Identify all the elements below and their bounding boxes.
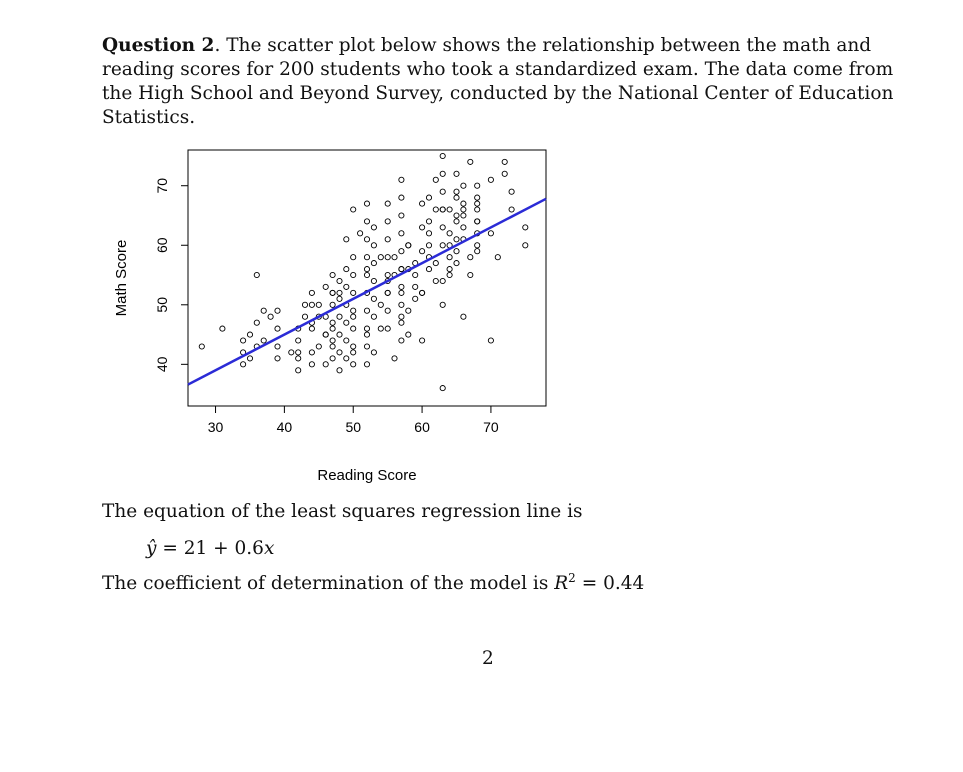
data-point <box>440 278 445 283</box>
data-point <box>364 237 369 242</box>
data-point <box>468 255 473 260</box>
question-paragraph <box>102 34 902 130</box>
question-text: . The scatter plot below shows the relationship between the math and reading scores for 200 students who took a standardized exam. The data come from the High School and Beyond Survey, conducted by the National Center of Education Statistics. <box>102 35 894 128</box>
data-point <box>344 320 349 325</box>
data-point <box>371 225 376 230</box>
data-point <box>399 302 404 307</box>
data-point <box>296 368 301 373</box>
data-point <box>440 189 445 194</box>
data-point <box>399 284 404 289</box>
data-point <box>426 267 431 272</box>
x-tick-label: 70 <box>483 419 499 435</box>
data-point <box>351 362 356 367</box>
data-point <box>261 338 266 343</box>
data-point <box>461 201 466 206</box>
data-point <box>385 272 390 277</box>
data-point <box>330 290 335 295</box>
data-point <box>371 296 376 301</box>
data-point <box>433 261 438 266</box>
y-tick-label: 60 <box>154 237 170 254</box>
data-point <box>447 207 452 212</box>
data-point <box>495 255 500 260</box>
data-point <box>385 308 390 313</box>
data-point <box>275 326 280 331</box>
data-point <box>364 326 369 331</box>
x-axis-label: Reading Score <box>317 467 417 484</box>
data-point <box>364 201 369 206</box>
points-layer <box>199 153 528 390</box>
data-point <box>364 255 369 260</box>
data-point <box>330 320 335 325</box>
data-point <box>385 290 390 295</box>
data-point <box>364 219 369 224</box>
data-point <box>316 344 321 349</box>
data-point <box>337 332 342 337</box>
data-point <box>433 278 438 283</box>
data-point <box>351 272 356 277</box>
data-point <box>509 207 514 212</box>
data-point <box>275 344 280 349</box>
data-point <box>454 237 459 242</box>
r2-exponent: 2 <box>568 570 576 585</box>
data-point <box>364 272 369 277</box>
x-tick-label: 40 <box>276 419 293 435</box>
data-point <box>302 314 307 319</box>
data-point <box>351 344 356 349</box>
data-point <box>351 308 356 313</box>
data-point <box>468 272 473 277</box>
data-point <box>337 350 342 355</box>
data-point <box>330 344 335 349</box>
data-point <box>420 290 425 295</box>
data-point <box>275 356 280 361</box>
data-point <box>344 338 349 343</box>
data-point <box>199 344 204 349</box>
data-point <box>447 231 452 236</box>
data-point <box>351 350 356 355</box>
data-point <box>371 350 376 355</box>
data-point <box>399 231 404 236</box>
data-point <box>433 207 438 212</box>
data-point <box>454 213 459 218</box>
data-point <box>447 267 452 272</box>
data-point <box>344 284 349 289</box>
data-point <box>330 302 335 307</box>
data-point <box>399 290 404 295</box>
data-point <box>378 255 383 260</box>
data-point <box>475 207 480 212</box>
equation-lhs: ŷ <box>146 538 157 559</box>
data-point <box>337 290 342 295</box>
data-point <box>330 326 335 331</box>
equation-intro: The equation of the least squares regression line is <box>102 501 583 522</box>
data-point <box>247 332 252 337</box>
data-point <box>399 320 404 325</box>
data-point <box>433 177 438 182</box>
x-tick-label: 60 <box>414 419 430 435</box>
data-point <box>447 272 452 277</box>
data-point <box>488 231 493 236</box>
data-point <box>358 231 363 236</box>
data-point <box>385 201 390 206</box>
data-point <box>509 189 514 194</box>
x-tick-label: 50 <box>345 419 362 435</box>
data-point <box>268 314 273 319</box>
data-point <box>337 368 342 373</box>
data-point <box>316 302 321 307</box>
data-point <box>488 177 493 182</box>
question-label: Question 2 <box>102 35 215 56</box>
data-point <box>426 219 431 224</box>
data-point <box>502 171 507 176</box>
data-point <box>337 296 342 301</box>
data-point <box>289 350 294 355</box>
data-point <box>344 356 349 361</box>
data-point <box>364 308 369 313</box>
data-point <box>426 243 431 248</box>
data-point <box>454 219 459 224</box>
data-point <box>378 302 383 307</box>
data-point <box>261 308 266 313</box>
y-tick-label: 40 <box>154 356 170 373</box>
data-point <box>296 350 301 355</box>
data-point <box>413 284 418 289</box>
data-point <box>461 314 466 319</box>
x-tick-label: 30 <box>207 419 224 435</box>
data-point <box>309 362 314 367</box>
data-point <box>502 159 507 164</box>
data-point <box>399 213 404 218</box>
data-point <box>296 356 301 361</box>
data-point <box>254 320 259 325</box>
data-point <box>475 183 480 188</box>
data-point <box>399 267 404 272</box>
data-point <box>440 225 445 230</box>
data-point <box>309 326 314 331</box>
data-point <box>371 314 376 319</box>
data-point <box>330 356 335 361</box>
data-point <box>302 302 307 307</box>
data-point <box>385 219 390 224</box>
scatter-plot <box>100 138 570 490</box>
data-point <box>392 255 397 260</box>
data-point <box>399 314 404 319</box>
data-point <box>454 261 459 266</box>
data-point <box>406 308 411 313</box>
data-point <box>399 177 404 182</box>
data-point <box>420 338 425 343</box>
r2-value: = 0.44 <box>575 573 645 594</box>
data-point <box>241 338 246 343</box>
data-point <box>440 386 445 391</box>
y-tick-label: 50 <box>154 297 170 313</box>
data-point <box>475 243 480 248</box>
data-point <box>337 314 342 319</box>
data-point <box>420 225 425 230</box>
data-point <box>351 326 356 331</box>
data-point <box>440 171 445 176</box>
data-point <box>323 362 328 367</box>
data-point <box>275 308 280 313</box>
data-point <box>364 362 369 367</box>
data-point <box>344 237 349 242</box>
data-point <box>364 332 369 337</box>
data-point <box>468 159 473 164</box>
data-point <box>420 201 425 206</box>
data-point <box>392 356 397 361</box>
data-point <box>399 249 404 254</box>
data-point <box>371 261 376 266</box>
data-point <box>461 183 466 188</box>
r2-text: The coefficient of determination of the model is <box>102 573 555 594</box>
y-axis-label: Math Score <box>113 239 130 317</box>
r2-symbol: R <box>554 573 569 594</box>
data-point <box>406 243 411 248</box>
regression-equation <box>146 537 274 561</box>
r-squared-statement <box>102 572 902 596</box>
data-point <box>440 207 445 212</box>
data-point <box>440 243 445 248</box>
data-point <box>254 272 259 277</box>
data-point <box>371 243 376 248</box>
data-point <box>385 255 390 260</box>
regression-line <box>188 199 546 385</box>
data-point <box>420 249 425 254</box>
data-point <box>461 207 466 212</box>
data-point <box>523 225 528 230</box>
data-point <box>351 207 356 212</box>
data-point <box>220 326 225 331</box>
data-point <box>351 290 356 295</box>
data-point <box>337 278 342 283</box>
x-axis <box>208 406 499 435</box>
y-tick-label: 70 <box>154 177 170 194</box>
data-point <box>309 302 314 307</box>
data-point <box>351 314 356 319</box>
data-point <box>475 219 480 224</box>
data-point <box>399 195 404 200</box>
data-point <box>323 284 328 289</box>
data-point <box>385 237 390 242</box>
data-point <box>413 272 418 277</box>
data-point <box>461 213 466 218</box>
data-point <box>330 272 335 277</box>
data-point <box>309 290 314 295</box>
data-point <box>406 332 411 337</box>
data-point <box>364 344 369 349</box>
page-number: 2 <box>482 648 494 669</box>
data-point <box>461 225 466 230</box>
data-point <box>426 195 431 200</box>
data-point <box>385 326 390 331</box>
data-point <box>523 243 528 248</box>
equation-var: x <box>263 538 275 559</box>
data-point <box>440 153 445 158</box>
data-point <box>351 255 356 260</box>
data-point <box>399 338 404 343</box>
data-point <box>241 362 246 367</box>
data-point <box>447 255 452 260</box>
data-point <box>378 326 383 331</box>
data-point <box>475 195 480 200</box>
data-point <box>454 189 459 194</box>
data-point <box>440 302 445 307</box>
data-point <box>454 171 459 176</box>
equation-rhs: = 21 + 0.6 <box>156 538 264 559</box>
data-point <box>475 249 480 254</box>
data-point <box>475 201 480 206</box>
data-point <box>413 296 418 301</box>
data-point <box>330 338 335 343</box>
data-point <box>454 195 459 200</box>
data-point <box>247 356 252 361</box>
data-point <box>454 249 459 254</box>
data-point <box>488 338 493 343</box>
y-axis <box>154 178 188 372</box>
data-point <box>296 338 301 343</box>
data-point <box>344 267 349 272</box>
data-point <box>426 231 431 236</box>
data-point <box>309 350 314 355</box>
data-point <box>364 267 369 272</box>
data-point <box>323 332 328 337</box>
data-point <box>371 278 376 283</box>
